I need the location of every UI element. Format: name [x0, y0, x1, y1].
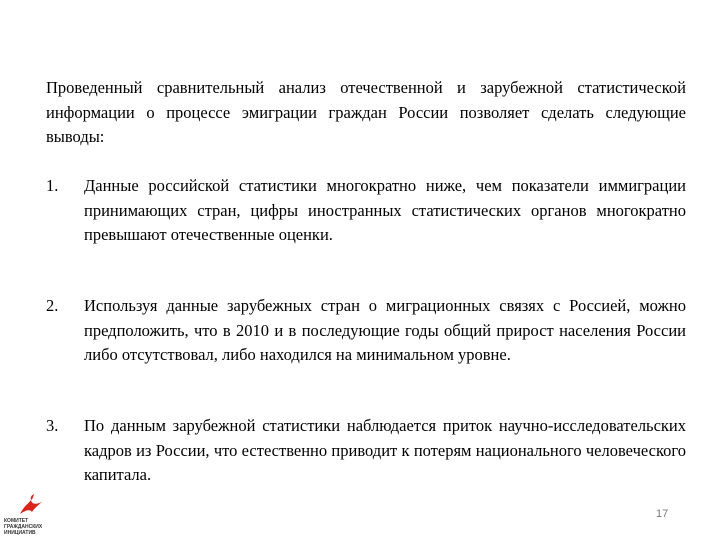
list-item-text: Данные российской статистики многократно ниже, чем показатели иммиграции принимающих стран, цифры иностранных статистических органов многократно превышают отечественные оценки.: [84, 176, 686, 244]
list-item-number: 1.: [46, 176, 59, 195]
list-item-text: Используя данные зарубежных стран о миграционных связях с Россией, можно предположить, что в 2010 и в последующие годы общий прирост населения России либо отсутствовал, либо находился на минимальном уровне.: [84, 296, 686, 364]
list-item-text: По данным зарубежной статистики наблюдается приток научно-исследовательских кадров из России, что естественно приводит к потерям национального человеческого капитала.: [84, 416, 686, 484]
list-item: [46, 174, 686, 248]
page-number: 17: [656, 508, 669, 520]
list-item-number: 2.: [46, 296, 59, 315]
red-bird-logo-icon: [18, 494, 44, 518]
list-item: [46, 414, 686, 488]
organization-logo: [4, 494, 48, 538]
logo-caption: КОМИТЕТ ГРАЖДАНСКИХ ИНИЦИАТИВ: [4, 518, 43, 536]
list-item-number: 3.: [46, 416, 59, 435]
intro-paragraph: Проведенный сравнительный анализ отечественной и зарубежной статистической информации о процессе эмиграции граждан России позволяет сделать следующие выводы:: [46, 78, 686, 146]
list-item: [46, 294, 686, 368]
